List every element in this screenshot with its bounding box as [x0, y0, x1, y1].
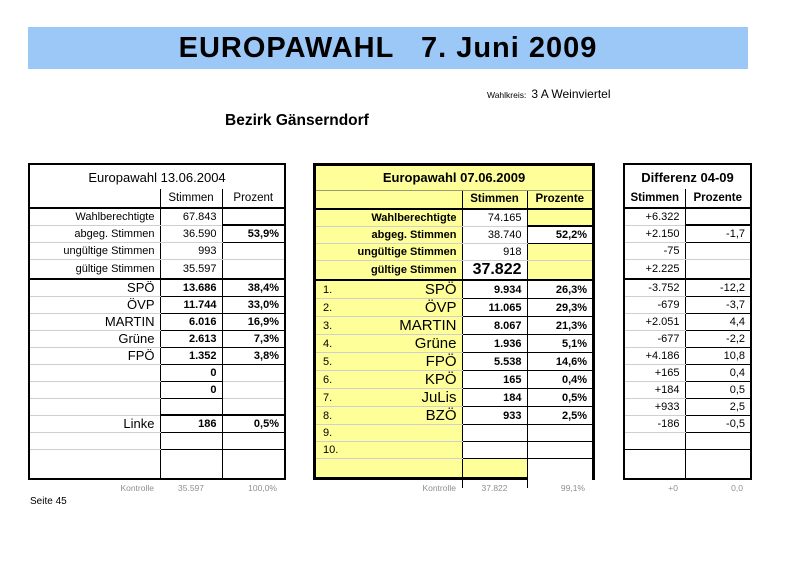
cell-prozent: 16,9%: [222, 313, 284, 330]
cell-prozent: [685, 242, 750, 259]
cell-prozent: 14,6%: [527, 353, 592, 371]
table-row: [625, 165, 750, 189]
table-row: [316, 243, 592, 260]
cell-rank: 3.: [316, 317, 350, 335]
cell-stimmen: 6.016: [160, 313, 222, 330]
table-row: [625, 347, 750, 364]
cell-label: FPÖ: [350, 353, 462, 371]
table-row: [30, 381, 284, 398]
table-row: [625, 364, 750, 381]
table-row: [316, 442, 592, 459]
cell-label: Linke: [30, 415, 160, 432]
cell-label: [30, 398, 160, 415]
cell-label: KPÖ: [350, 371, 462, 389]
cell-prozent: -0,5: [685, 415, 750, 432]
kontrolle-row-differenz: [623, 483, 752, 493]
cell-prozent: -3,7: [685, 296, 750, 313]
cell-stimmen: -186: [625, 415, 685, 432]
table-row: [316, 425, 592, 442]
cell-stimmen: 74.165: [462, 209, 527, 226]
table-row: [316, 371, 592, 389]
wahlkreis-value: 3 A Weinviertel: [531, 87, 611, 101]
cell-stimmen: +2.051: [625, 313, 685, 330]
cell-label: ÖVP: [350, 299, 462, 317]
cell-stimmen: 184: [462, 389, 527, 407]
cell-label: MARTIN: [350, 317, 462, 335]
column-header-prozente: Prozente: [685, 189, 750, 208]
cell-label: [350, 442, 462, 459]
cell-stimmen: [462, 442, 527, 459]
cell-stimmen: -3.752: [625, 279, 685, 296]
table-title: Europawahl 13.06.2004: [88, 169, 226, 185]
table-europawahl-2004: [28, 163, 286, 480]
cell-stimmen: [160, 398, 222, 415]
cell-prozent: [222, 432, 284, 449]
wahlkreis-label: Wahlkreis:: [487, 90, 527, 100]
table-row: [316, 299, 592, 317]
cell-prozent: [527, 209, 592, 226]
cell-prozent: 0,5%: [222, 415, 284, 432]
table-row: [30, 208, 284, 225]
table-europawahl-2009: [313, 163, 595, 480]
table-row: [316, 280, 592, 299]
table-row: [316, 260, 592, 280]
cell-prozent: [527, 243, 592, 260]
cell-label: BZÖ: [350, 407, 462, 425]
kontrolle-label: Kontrolle: [120, 483, 154, 493]
table-title: Differenz 04-09: [641, 169, 734, 185]
table-row: [316, 407, 592, 425]
cell-stimmen: 993: [160, 242, 222, 259]
kontrolle-stimmen: +0: [668, 483, 678, 493]
cell-prozent: [685, 208, 750, 225]
cell-prozent: 0,5: [685, 381, 750, 398]
table-differenz: [623, 163, 752, 480]
table-row: [30, 449, 284, 478]
cell-prozent: 2,5%: [527, 407, 592, 425]
table-row: [316, 353, 592, 371]
title-banner: [28, 27, 748, 69]
table-row: [30, 432, 284, 449]
cell-stimmen: 9.934: [462, 280, 527, 299]
kontrolle-label: Kontrolle: [422, 483, 456, 493]
header-spacer: [30, 189, 160, 208]
cell-prozent: 52,2%: [527, 226, 592, 243]
cell-label: abgeg. Stimmen: [316, 226, 462, 243]
cell-label: [350, 425, 462, 442]
table-2004-grid: [30, 165, 284, 478]
cell-label: JuLis: [350, 389, 462, 407]
table-row: [316, 335, 592, 353]
cell-prozent: 5,1%: [527, 335, 592, 353]
cell-prozent: 0,4: [685, 364, 750, 381]
table-row: [316, 226, 592, 243]
table-row: [625, 279, 750, 296]
table-row: [625, 449, 750, 478]
column-header-stimmen: Stimmen: [462, 190, 527, 209]
cell-stimmen: +4.186: [625, 347, 685, 364]
table-row: [625, 432, 750, 449]
table-differenz-grid: [625, 165, 750, 478]
cell-stimmen: 2.613: [160, 330, 222, 347]
cell-prozent: -12,2: [685, 279, 750, 296]
column-header-prozente: Prozente: [527, 190, 592, 209]
cell-stimmen: 0: [160, 381, 222, 398]
column-header-stimmen: Stimmen: [160, 189, 222, 208]
cell-prozent: 21,3%: [527, 317, 592, 335]
cell-label: ÖVP: [30, 296, 160, 313]
cell-stimmen: 11.065: [462, 299, 527, 317]
table-row: [625, 313, 750, 330]
cell-label: gültige Stimmen: [30, 259, 160, 279]
cell-stimmen: [160, 432, 222, 449]
cell-rank: 2.: [316, 299, 350, 317]
cell-prozent: [222, 208, 284, 225]
kontrolle-stimmen: 35.597: [178, 483, 204, 493]
cell-stimmen: 13.686: [160, 279, 222, 296]
table-row: [30, 242, 284, 259]
table-2009-grid: [316, 166, 592, 488]
cell-prozent: 29,3%: [527, 299, 592, 317]
kontrolle-row-2004: [28, 483, 286, 493]
cell-rank: 8.: [316, 407, 350, 425]
cell-rank: 10.: [316, 442, 350, 459]
cell-stimmen: 35.597: [160, 259, 222, 279]
cell-prozent: [222, 259, 284, 279]
cell-stimmen: 38.740: [462, 226, 527, 243]
cell-prozent: 10,8: [685, 347, 750, 364]
cell-rank: 1.: [316, 280, 350, 299]
table-row: [625, 259, 750, 279]
cell-stimmen: [462, 425, 527, 442]
table-row: [30, 296, 284, 313]
cell-stimmen: 11.744: [160, 296, 222, 313]
cell-prozent: 7,3%: [222, 330, 284, 347]
kontrolle-prozent: 99,1%: [560, 483, 585, 493]
cell-label: Grüne: [30, 330, 160, 347]
cell-stimmen: 933: [462, 407, 527, 425]
cell-label: [30, 364, 160, 381]
table-row: [30, 189, 284, 208]
table-row: [30, 415, 284, 432]
cell-rank: 6.: [316, 371, 350, 389]
table-row: [30, 313, 284, 330]
cell-stimmen: [625, 449, 685, 478]
cell-label: gültige Stimmen: [316, 260, 462, 280]
table-row: [30, 398, 284, 415]
cell-stimmen: 5.538: [462, 353, 527, 371]
cell-label: SPÖ: [30, 279, 160, 296]
table-row: [625, 242, 750, 259]
table-title: Europawahl 07.06.2009: [316, 166, 592, 190]
cell-prozent: 2,5: [685, 398, 750, 415]
cell-prozent: -2,2: [685, 330, 750, 347]
kontrolle-row-2009: [313, 483, 595, 493]
cell-stimmen: +933: [625, 398, 685, 415]
cell-stimmen: 37.822: [462, 260, 527, 280]
page-title: EUROPAWAHL 7. Juni 2009: [178, 31, 598, 64]
table-row: [30, 279, 284, 296]
cell-label: Wahlberechtigte: [316, 209, 462, 226]
cell-label: Grüne: [350, 335, 462, 353]
table-row: [316, 190, 592, 209]
table-row: [30, 165, 284, 189]
cell-label: [30, 432, 160, 449]
cell-prozent: [527, 425, 592, 442]
cell-prozent: [527, 442, 592, 459]
cell-label: ungültige Stimmen: [316, 243, 462, 260]
table-row: [30, 225, 284, 242]
cell-prozent: [527, 260, 592, 280]
table-row: [625, 225, 750, 242]
cell-stimmen: +2.225: [625, 259, 685, 279]
table-row: [625, 330, 750, 347]
cell-label: MARTIN: [30, 313, 160, 330]
cell-stimmen: [160, 449, 222, 478]
kontrolle-prozent: 0,0: [731, 483, 743, 493]
table-row: [316, 389, 592, 407]
cell-stimmen: +6.322: [625, 208, 685, 225]
table-row: [625, 296, 750, 313]
cell-prozent: 0,4%: [527, 371, 592, 389]
cell-prozent: 4,4: [685, 313, 750, 330]
cell-prozent: [222, 242, 284, 259]
cell-stimmen: +165: [625, 364, 685, 381]
header-spacer: [316, 190, 462, 209]
cell-stimmen: [625, 432, 685, 449]
cell-stimmen: +2.150: [625, 225, 685, 242]
cell-prozent: [685, 259, 750, 279]
cell-stimmen: 8.067: [462, 317, 527, 335]
cell-stimmen: 918: [462, 243, 527, 260]
cell-label: [30, 449, 160, 478]
table-row: [30, 347, 284, 364]
table-row: [316, 166, 592, 190]
cell-rank: 5.: [316, 353, 350, 371]
page-number: Seite 45: [30, 496, 67, 507]
cell-prozent: -1,7: [685, 225, 750, 242]
table-row: [625, 381, 750, 398]
cell-stimmen: 36.590: [160, 225, 222, 242]
cell-stimmen: 165: [462, 371, 527, 389]
kontrolle-prozent: 100,0%: [248, 483, 277, 493]
table-row: [625, 189, 750, 208]
cell-prozent: [685, 432, 750, 449]
cell-label: SPÖ: [350, 280, 462, 299]
column-header-prozent: Prozent: [222, 189, 284, 208]
cell-stimmen: -677: [625, 330, 685, 347]
cell-prozent: 33,0%: [222, 296, 284, 313]
cell-prozent: 26,3%: [527, 280, 592, 299]
cell-label: abgeg. Stimmen: [30, 225, 160, 242]
cell-stimmen: 1.352: [160, 347, 222, 364]
table-row: [625, 208, 750, 225]
cell-label: ungültige Stimmen: [30, 242, 160, 259]
cell-prozent: 3,8%: [222, 347, 284, 364]
cell-stimmen: 186: [160, 415, 222, 432]
cell-prozent: 53,9%: [222, 225, 284, 242]
cell-prozent: [222, 364, 284, 381]
cell-rank: 9.: [316, 425, 350, 442]
cell-stimmen: 0: [160, 364, 222, 381]
cell-prozent: [222, 449, 284, 478]
table-row: [30, 364, 284, 381]
cell-prozent: 0,5%: [527, 389, 592, 407]
cell-prozent: [685, 449, 750, 478]
wahlkreis-row: [487, 87, 611, 101]
bezirk-title: Bezirk Gänserndorf: [225, 112, 369, 129]
table-row: [30, 330, 284, 347]
cell-rank: 4.: [316, 335, 350, 353]
cell-stimmen: -679: [625, 296, 685, 313]
kontrolle-stimmen: 37.822: [481, 483, 508, 493]
cell-stimmen: 1.936: [462, 335, 527, 353]
cell-label: Wahlberechtigte: [30, 208, 160, 225]
cell-prozent: [222, 398, 284, 415]
cell-label: FPÖ: [30, 347, 160, 364]
table-row: [625, 415, 750, 432]
table-row: [316, 209, 592, 226]
cell-prozent: [222, 381, 284, 398]
column-header-stimmen: Stimmen: [625, 189, 685, 208]
cell-stimmen: 67.843: [160, 208, 222, 225]
cell-rank: 7.: [316, 389, 350, 407]
table-row: [625, 398, 750, 415]
cell-stimmen: -75: [625, 242, 685, 259]
cell-label: [30, 381, 160, 398]
table-row: [316, 317, 592, 335]
table-row: [30, 259, 284, 279]
cell-stimmen: +184: [625, 381, 685, 398]
cell-prozent: 38,4%: [222, 279, 284, 296]
